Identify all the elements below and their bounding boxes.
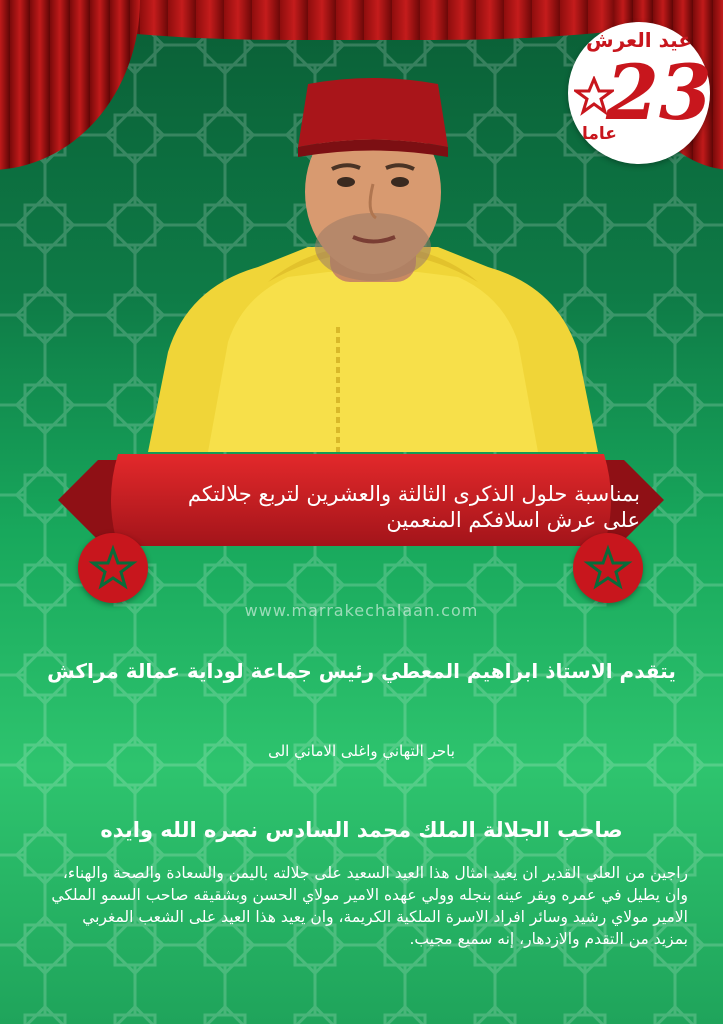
- addressee-text: صاحب الجلالة الملك محمد السادس نصره الله وايده: [100, 818, 623, 842]
- message-text: راجين من العلي القدير ان يعيد امثال هذا العيد السعيد على جلالته باليمن والسعادة والصحة والهناء، وان يطيل في عمره ويقر عينه بنجله وولي عهده الامير مولاي الحسن وبشقيقه صاحب السمو الملكي الامير مولاي رشيد وسائر افراد الاسرة الملكية الكريمة، وان يعيد هذا العيد على الشعب المغربي بمزيد من التقدم والازدهار، إنه سميع مجيب.: [51, 864, 688, 948]
- royal-portrait: [148, 72, 598, 452]
- website-watermark: www.marrakechalaan.com: [244, 601, 479, 620]
- pentagram-star-icon: [78, 533, 148, 603]
- badge-years-label: عاما: [582, 124, 617, 144]
- badge-number: 23: [606, 48, 712, 137]
- badge-title: عيد العرش: [585, 28, 693, 52]
- banner-line-2: على عرش اسلافكم المنعمين: [386, 508, 640, 532]
- morocco-flag-right: [573, 533, 643, 603]
- throne-day-badge: [568, 22, 710, 164]
- pentagram-star-icon: [573, 533, 643, 603]
- banner-line-1: بمناسبة حلول الذكرى الثالثة والعشرين لتربع جلالتكم: [187, 482, 640, 506]
- presenter-text: يتقدم الاستاذ ابراهيم المعطي رئيس جماعة لوداية عمالة مراكش: [47, 659, 676, 683]
- greeting-text: باحر التهاني واغلى الاماني الى: [268, 742, 455, 760]
- morocco-flag-left: [78, 533, 148, 603]
